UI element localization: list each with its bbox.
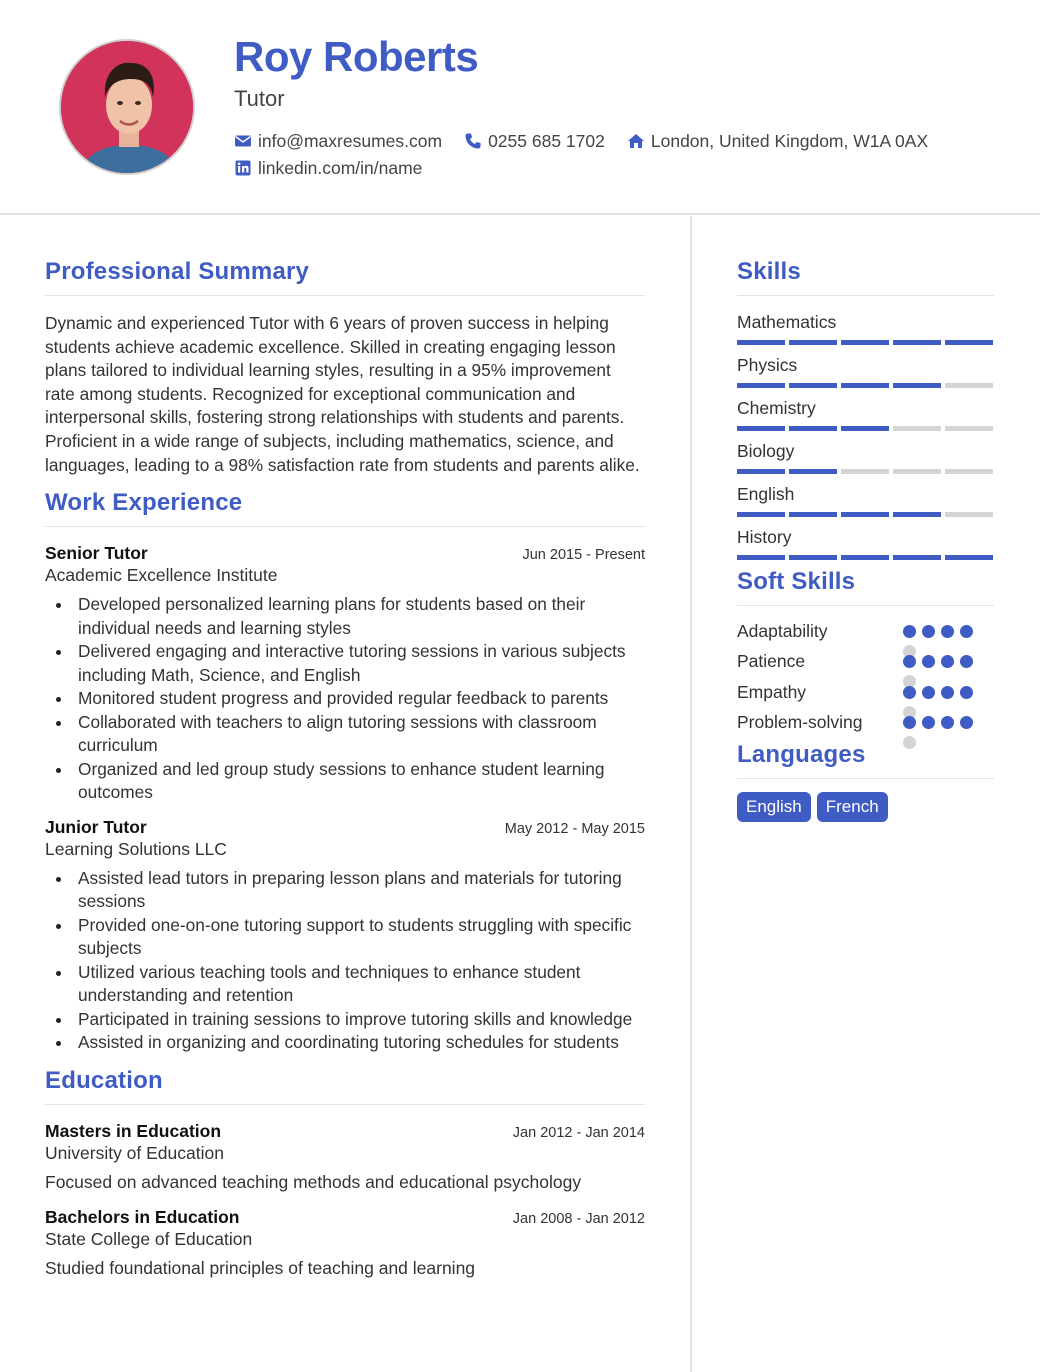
- skills-section: [737, 258, 994, 560]
- education-school: State College of Education: [45, 1228, 253, 1249]
- soft-skill-name: Adaptability: [737, 620, 828, 641]
- resume-header: [0, 0, 1040, 215]
- soft-skill-name: Empathy: [737, 681, 807, 702]
- soft-skill-dot: [903, 625, 916, 638]
- profile-photo: [59, 39, 195, 175]
- skill-level-segment: [737, 512, 785, 517]
- job-title: Junior Tutor: [45, 816, 147, 837]
- education-degree: Masters in Education: [45, 1120, 222, 1141]
- job-bullets: [45, 593, 645, 805]
- candidate-title: Tutor: [234, 86, 285, 111]
- soft-skill-dot: [903, 655, 916, 668]
- job-bullet: Provided one-on-one tutoring support to students struggling with specific subjects: [45, 914, 645, 961]
- job-company: Learning Solutions LLC: [45, 838, 227, 859]
- summary-section: [45, 258, 645, 477]
- soft-skill-item: [737, 616, 994, 647]
- soft-skill-item: [737, 647, 994, 678]
- section-divider: [45, 295, 645, 296]
- skill-name: English: [737, 484, 795, 504]
- experience-section: [45, 489, 645, 1055]
- skill-level-segment: [893, 469, 941, 474]
- contact-row: [234, 129, 994, 153]
- skill-level-segment: [789, 340, 837, 345]
- skill-level-segment: [841, 555, 889, 560]
- skill-item: [737, 484, 994, 517]
- soft-skill-dot: [922, 625, 935, 638]
- soft-skill-dots: [903, 716, 973, 729]
- languages-section: [737, 741, 994, 822]
- sidebar-column: [737, 258, 994, 822]
- soft-skill-dot: [960, 625, 973, 638]
- education-degree: Bachelors in Education: [45, 1206, 240, 1227]
- skill-level-segment: [945, 469, 993, 474]
- skill-level-segment: [893, 512, 941, 517]
- job-title: Senior Tutor: [45, 543, 148, 564]
- job-bullet: Monitored student progress and provided regular feedback to parents: [45, 687, 645, 711]
- job-entry: [45, 543, 645, 805]
- skill-level-segment: [737, 555, 785, 560]
- skill-level-segment: [893, 555, 941, 560]
- language-tags: [737, 792, 994, 822]
- job-list: [45, 543, 645, 1055]
- section-divider: [45, 526, 645, 527]
- skill-level-segment: [789, 469, 837, 474]
- skill-level-segment: [789, 555, 837, 560]
- home-icon: [627, 132, 645, 150]
- skill-item: [737, 355, 994, 388]
- soft-skill-dot: [941, 625, 954, 638]
- skill-name: Physics: [737, 355, 798, 375]
- job-entry: [45, 817, 645, 1055]
- skill-level-segment: [945, 383, 993, 388]
- phone-icon: [464, 132, 482, 150]
- soft-skill-dots: [903, 686, 973, 699]
- skill-level-segment: [841, 469, 889, 474]
- main-column: [45, 258, 645, 1293]
- soft-skill-name: Problem-solving: [737, 712, 863, 733]
- contact-phone[interactable]: [464, 131, 605, 152]
- section-divider: [45, 1104, 645, 1105]
- location-text: London, United Kingdom, W1A 0AX: [650, 130, 929, 151]
- job-bullet: Delivered engaging and interactive tutoring sessions in various subjects including Math, Science, and English: [45, 640, 645, 687]
- section-divider: [737, 778, 994, 779]
- job-header: [45, 543, 645, 564]
- soft-skills-section: [737, 568, 994, 738]
- education-header: [45, 1207, 645, 1228]
- education-entry: [45, 1207, 645, 1279]
- section-title: Education: [45, 1066, 163, 1094]
- skill-level-segment: [841, 426, 889, 431]
- education-list: [45, 1121, 645, 1279]
- phone-text: 0255 685 1702: [488, 130, 605, 151]
- email-text: info@maxresumes.com: [258, 130, 443, 151]
- skill-level-bar: [737, 469, 994, 474]
- job-company: Academic Excellence Institute: [45, 565, 278, 586]
- soft-skill-item: [737, 677, 994, 708]
- education-date: Jan 2008 - Jan 2012: [512, 1210, 645, 1227]
- soft-skill-item: [737, 708, 994, 739]
- skill-level-segment: [945, 512, 993, 517]
- soft-skill-list: [737, 616, 994, 738]
- education-description: Studied foundational principles of teaching and learning: [45, 1257, 476, 1278]
- linkedin-text: linkedin.com/in/name: [258, 157, 423, 178]
- summary-text: Dynamic and experienced Tutor with 6 years of proven success in helping students achieve academic excellence. Skilled in creating engaging lesson plans tailored to individual learning styles, resulting in a 95% improvement rate among students. Recognized for exceptional communication and interpersonal skills, fostering strong relationships with students and parents. Proficient in a wide range of subjects, including mathematics, science, and languages, leading to a 98% satisfaction rate from students and parents alike.: [45, 313, 640, 475]
- skill-level-segment: [841, 512, 889, 517]
- job-bullet: Assisted in organizing and coordinating tutoring schedules for students: [45, 1031, 645, 1055]
- soft-skill-dot: [960, 716, 973, 729]
- column-divider: [690, 216, 692, 1372]
- job-bullet: Organized and led group study sessions to enhance student learning outcomes: [45, 758, 645, 805]
- soft-skill-name: Patience: [737, 651, 806, 672]
- skill-name: History: [737, 527, 792, 547]
- skill-level-segment: [789, 383, 837, 388]
- soft-skill-dot: [941, 686, 954, 699]
- skill-level-segment: [893, 383, 941, 388]
- soft-skill-dot: [922, 655, 935, 668]
- job-bullet: Participated in training sessions to improve tutoring skills and knowledge: [45, 1008, 645, 1032]
- skill-level-segment: [841, 340, 889, 345]
- job-bullet: Utilized various teaching tools and techniques to enhance student understanding and retention: [45, 961, 645, 1008]
- skill-level-segment: [789, 512, 837, 517]
- skill-level-segment: [737, 340, 785, 345]
- skill-list: [737, 312, 994, 560]
- contact-location: [627, 131, 928, 152]
- skill-level-segment: [737, 426, 785, 431]
- skill-level-segment: [945, 555, 993, 560]
- job-header: [45, 817, 645, 838]
- skill-level-segment: [893, 426, 941, 431]
- contact-info: [234, 129, 994, 183]
- skill-level-segment: [893, 340, 941, 345]
- education-date: Jan 2012 - Jan 2014: [512, 1124, 645, 1141]
- job-bullet: Developed personalized learning plans for students based on their individual needs and learning styles: [45, 593, 645, 640]
- language-tag: English: [737, 792, 811, 822]
- education-entry: [45, 1121, 645, 1193]
- skill-level-bar: [737, 383, 994, 388]
- contact-linkedin[interactable]: [234, 158, 422, 179]
- skill-level-bar: [737, 512, 994, 517]
- contact-row: [234, 156, 994, 180]
- soft-skill-dot: [960, 655, 973, 668]
- language-tag: French: [817, 792, 888, 822]
- soft-skill-dots: [903, 625, 973, 638]
- soft-skill-dot: [941, 716, 954, 729]
- section-title: Soft Skills: [737, 568, 856, 595]
- contact-email[interactable]: [234, 131, 442, 152]
- soft-skill-dot: [941, 655, 954, 668]
- soft-skill-dot: [903, 686, 916, 699]
- section-title: Professional Summary: [45, 258, 310, 285]
- job-date: Jun 2015 - Present: [522, 547, 645, 564]
- profile-photo-illustration: [61, 41, 195, 175]
- soft-skill-dot: [922, 686, 935, 699]
- envelope-icon: [234, 132, 252, 150]
- skill-level-segment: [789, 426, 837, 431]
- skill-item: [737, 441, 994, 474]
- job-bullet: Assisted lead tutors in preparing lesson plans and materials for tutoring sessions: [45, 867, 645, 914]
- skill-item: [737, 398, 994, 431]
- skill-level-segment: [945, 340, 993, 345]
- soft-skill-dots: [903, 655, 973, 668]
- candidate-name: Roy Roberts: [234, 33, 479, 80]
- section-divider: [737, 295, 994, 296]
- skill-item: [737, 527, 994, 560]
- section-title: Skills: [737, 258, 801, 285]
- skill-level-segment: [737, 469, 785, 474]
- education-description: Focused on advanced teaching methods and educational psychology: [45, 1171, 582, 1192]
- skill-level-segment: [737, 383, 785, 388]
- education-section: [45, 1067, 645, 1279]
- education-header: [45, 1121, 645, 1142]
- skill-level-bar: [737, 426, 994, 431]
- section-divider: [737, 605, 994, 606]
- education-school: University of Education: [45, 1142, 224, 1163]
- linkedin-icon: [234, 159, 252, 177]
- soft-skill-dot: [922, 716, 935, 729]
- soft-skill-dot: [903, 716, 916, 729]
- skill-level-segment: [945, 426, 993, 431]
- skill-name: Biology: [737, 441, 795, 461]
- skill-level-bar: [737, 340, 994, 345]
- skill-name: Mathematics: [737, 312, 837, 332]
- skill-level-bar: [737, 555, 994, 560]
- job-bullet: Collaborated with teachers to align tutoring sessions with classroom curriculum: [45, 711, 645, 758]
- job-date: May 2012 - May 2015: [504, 820, 645, 837]
- skill-item: [737, 312, 994, 345]
- skill-level-segment: [841, 383, 889, 388]
- section-title: Languages: [737, 741, 866, 768]
- section-title: Work Experience: [45, 489, 243, 517]
- soft-skill-dot: [960, 686, 973, 699]
- skill-name: Chemistry: [737, 398, 816, 418]
- job-bullets: [45, 867, 645, 1055]
